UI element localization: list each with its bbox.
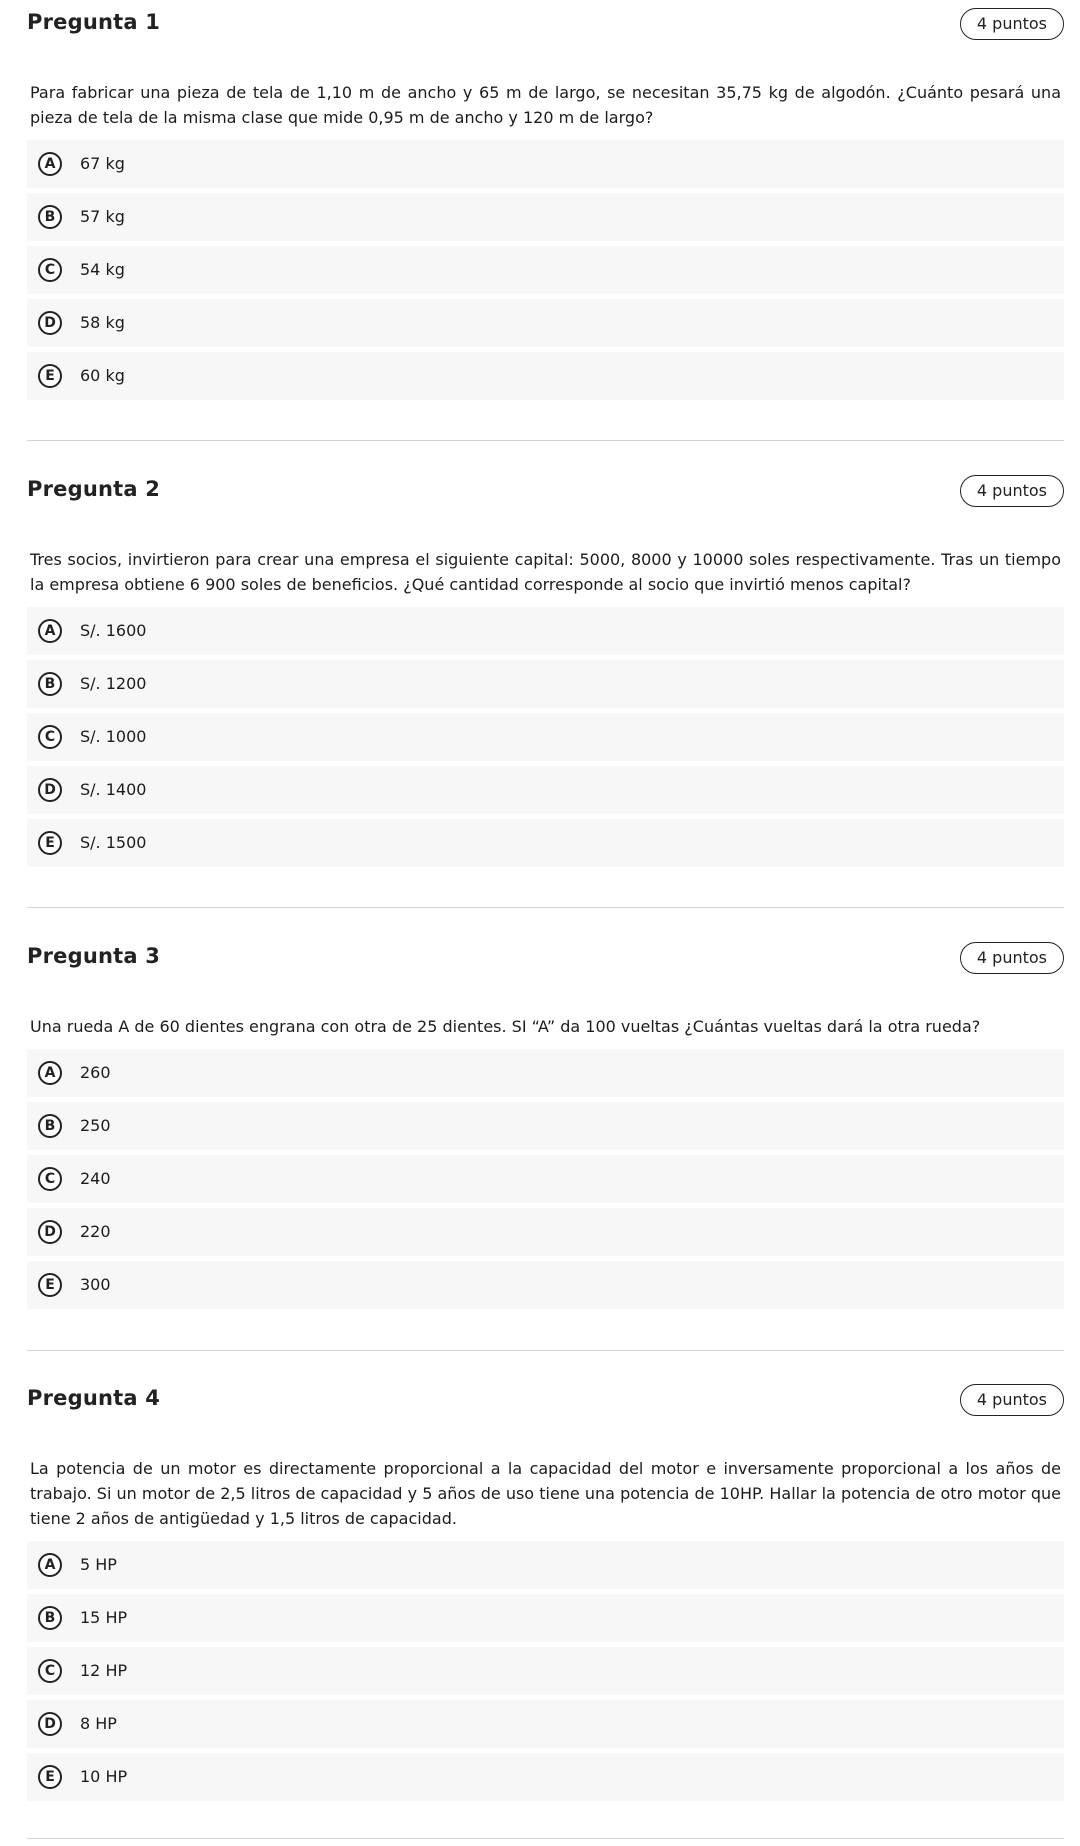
option-e[interactable] — [27, 352, 1064, 400]
question-2 — [27, 475, 1064, 872]
option-text: 5 HP — [80, 1555, 117, 1574]
option-e[interactable] — [27, 819, 1064, 867]
letter-a-icon: A — [38, 1553, 62, 1577]
option-text: 60 kg — [80, 366, 125, 385]
letter-a-icon: A — [38, 1061, 62, 1085]
option-text: 58 kg — [80, 313, 125, 332]
answer-options — [27, 607, 1064, 867]
question-title: Pregunta 1 — [27, 10, 161, 34]
question-4 — [27, 1384, 1064, 1806]
option-d[interactable] — [27, 766, 1064, 814]
points-badge: 4 puntos — [960, 942, 1064, 974]
answer-options — [27, 1049, 1064, 1309]
option-d[interactable] — [27, 299, 1064, 347]
option-text: 12 HP — [80, 1661, 128, 1680]
option-b[interactable] — [27, 1594, 1064, 1642]
letter-d-icon: D — [38, 778, 62, 802]
question-1 — [27, 8, 1064, 405]
question-header — [27, 942, 1064, 978]
letter-d-icon: D — [38, 1712, 62, 1736]
option-text: 220 — [80, 1222, 111, 1241]
divider — [27, 1838, 1064, 1839]
option-text: S/. 1200 — [80, 674, 147, 693]
option-text: 8 HP — [80, 1714, 117, 1733]
option-text: 300 — [80, 1275, 111, 1294]
letter-c-icon: C — [38, 1659, 62, 1683]
letter-d-icon: D — [38, 311, 62, 335]
letter-e-icon: E — [38, 364, 62, 388]
option-text: 10 HP — [80, 1767, 128, 1786]
option-text: 57 kg — [80, 207, 125, 226]
option-text: 240 — [80, 1169, 111, 1188]
letter-b-icon: B — [38, 672, 62, 696]
divider — [27, 1350, 1064, 1351]
option-c[interactable] — [27, 1647, 1064, 1695]
letter-e-icon: E — [38, 1765, 62, 1789]
option-d[interactable] — [27, 1700, 1064, 1748]
letter-d-icon: D — [38, 1220, 62, 1244]
question-text: Una rueda A de 60 dientes engrana con otra de 25 dientes. SI “A” da 100 vueltas ¿Cuántas vueltas dará la otra rueda? — [30, 1017, 981, 1036]
option-c[interactable] — [27, 246, 1064, 294]
option-text: S/. 1600 — [80, 621, 147, 640]
option-e[interactable] — [27, 1261, 1064, 1309]
question-text: La potencia de un motor es directamente proporcional a la capacidad del motor e inversamente proporcional a los años de trabajo. Si un motor de 2,5 litros de capacidad y 5 años de uso tiene una potencia de 10HP. Hallar la potencia de otro motor que tiene 2 años de antigüedad y 1,5 litros de capacidad. — [30, 1459, 1061, 1528]
question-header — [27, 475, 1064, 511]
option-text: 250 — [80, 1116, 111, 1135]
option-c[interactable] — [27, 1155, 1064, 1203]
letter-c-icon: C — [38, 258, 62, 282]
option-a[interactable] — [27, 607, 1064, 655]
option-text: S/. 1400 — [80, 780, 147, 799]
option-text: S/. 1000 — [80, 727, 147, 746]
letter-e-icon: E — [38, 831, 62, 855]
option-a[interactable] — [27, 1049, 1064, 1097]
letter-a-icon: A — [38, 152, 62, 176]
option-text: 15 HP — [80, 1608, 128, 1627]
letter-b-icon: B — [38, 1114, 62, 1138]
letter-a-icon: A — [38, 619, 62, 643]
question-3 — [27, 942, 1064, 1314]
option-d[interactable] — [27, 1208, 1064, 1256]
question-header — [27, 1384, 1064, 1420]
points-badge: 4 puntos — [960, 475, 1064, 507]
divider — [27, 907, 1064, 908]
option-b[interactable] — [27, 193, 1064, 241]
question-title: Pregunta 3 — [27, 944, 161, 968]
points-badge: 4 puntos — [960, 8, 1064, 40]
option-b[interactable] — [27, 660, 1064, 708]
letter-b-icon: B — [38, 205, 62, 229]
option-text: 54 kg — [80, 260, 125, 279]
divider — [27, 440, 1064, 441]
letter-c-icon: C — [38, 1167, 62, 1191]
letter-b-icon: B — [38, 1606, 62, 1630]
option-e[interactable] — [27, 1753, 1064, 1801]
option-text: S/. 1500 — [80, 833, 147, 852]
question-title: Pregunta 2 — [27, 477, 161, 501]
option-a[interactable] — [27, 1541, 1064, 1589]
answer-options — [27, 1541, 1064, 1801]
letter-e-icon: E — [38, 1273, 62, 1297]
question-header — [27, 8, 1064, 44]
option-a[interactable] — [27, 140, 1064, 188]
question-text: Para fabricar una pieza de tela de 1,10 m de ancho y 65 m de largo, se necesitan 35,75 kg de algodón. ¿Cuánto pesará una pieza de tela de la misma clase que mide 0,95 m de ancho y 120 m de largo? — [30, 83, 1061, 127]
option-text: 67 kg — [80, 154, 125, 173]
option-c[interactable] — [27, 713, 1064, 761]
question-text: Tres socios, invirtieron para crear una empresa el siguiente capital: 5000, 8000 y 10000 soles respectivamente. Tras un tiempo la empresa obtiene 6 900 soles de beneficios. ¿Qué cantidad corresponde al socio que invirtió menos capital? — [30, 550, 1061, 594]
option-b[interactable] — [27, 1102, 1064, 1150]
option-text: 260 — [80, 1063, 111, 1082]
points-badge: 4 puntos — [960, 1384, 1064, 1416]
question-title: Pregunta 4 — [27, 1386, 161, 1410]
answer-options — [27, 140, 1064, 400]
letter-c-icon: C — [38, 725, 62, 749]
